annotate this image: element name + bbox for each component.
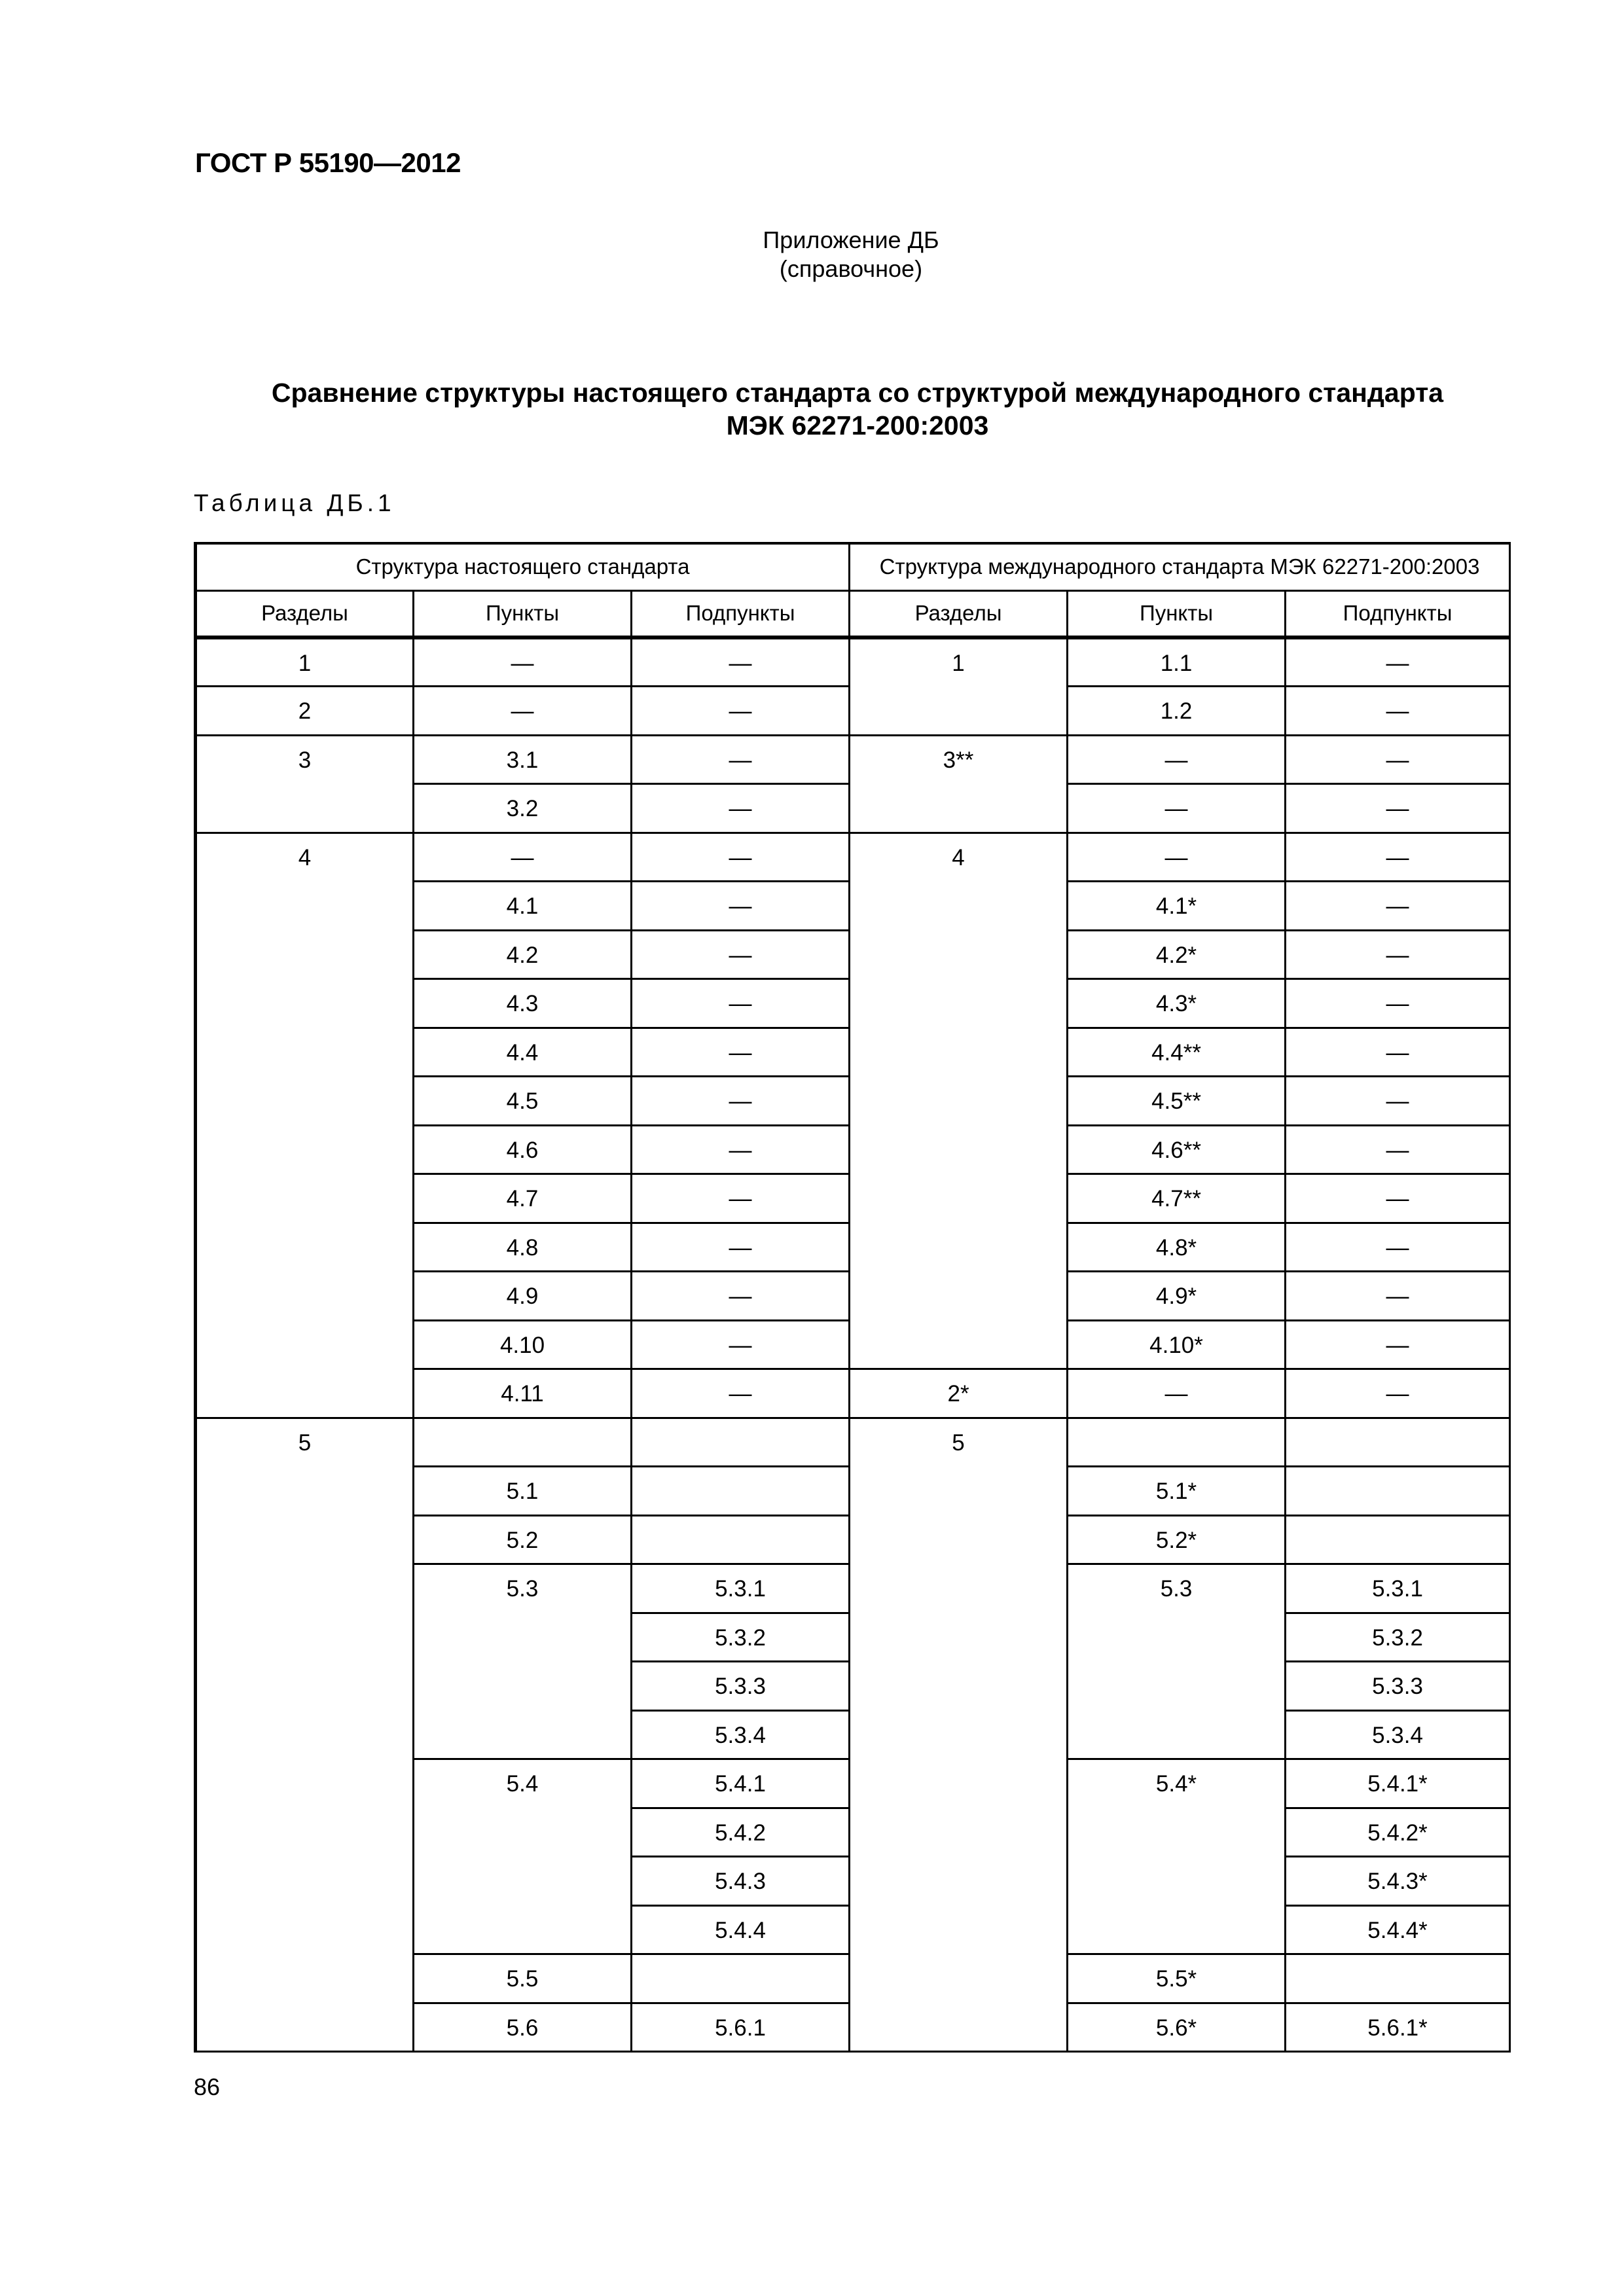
cell-subclause-this: 5.3.1 [632, 1564, 850, 1613]
cell-clause-intl: 4.10* [1068, 1320, 1286, 1369]
cell-clause-this: — [414, 687, 632, 736]
cell-clause-intl: 4.1* [1068, 882, 1286, 931]
cell-clause-intl: 4.9* [1068, 1272, 1286, 1321]
cell-clause-this: 4.9 [414, 1272, 632, 1321]
page-number: 86 [194, 2073, 221, 2100]
structure-comparison-table [194, 542, 1511, 2053]
cell-clause-intl: — [1068, 1369, 1286, 1418]
cell-subclause-intl [1286, 1954, 1510, 2003]
cell-section-intl: 5 [850, 1418, 1068, 2052]
cell-clause-intl: 5.4* [1068, 1759, 1286, 1954]
heading-line-2: МЭК 62271-200:2003 [726, 410, 989, 440]
cell-subclause-this: — [632, 1369, 850, 1418]
cell-section-this: 4 [196, 833, 414, 1418]
cell-clause-intl: 4.8* [1068, 1223, 1286, 1272]
cell-section-intl: 3** [850, 735, 1068, 833]
cell-subclause-intl: — [1286, 979, 1510, 1028]
cell-subclause-this: 5.4.1 [632, 1759, 850, 1808]
cell-subclause-this [632, 1954, 850, 2003]
table-row [196, 833, 1510, 882]
cell-subclause-this: 5.6.1 [632, 2003, 850, 2052]
cell-subclause-intl: — [1286, 637, 1510, 687]
cell-clause-this: 4.6 [414, 1125, 632, 1174]
cell-subclause-this [632, 1467, 850, 1516]
cell-clause-this: 4.11 [414, 1369, 632, 1418]
cell-subclause-this: 5.4.4 [632, 1905, 850, 1954]
column-header: Пункты [414, 590, 632, 637]
column-header: Подпункты [1286, 590, 1510, 637]
cell-subclause-intl: — [1286, 687, 1510, 736]
table-row [196, 637, 1510, 687]
cell-subclause-intl: — [1286, 833, 1510, 882]
cell-subclause-intl: — [1286, 1320, 1510, 1369]
cell-clause-this: 5.3 [414, 1564, 632, 1759]
cell-subclause-intl: 5.4.2* [1286, 1808, 1510, 1857]
column-header: Подпункты [632, 590, 850, 637]
cell-subclause-intl: 5.4.1* [1286, 1759, 1510, 1808]
cell-clause-this: 3.2 [414, 784, 632, 833]
cell-clause-intl: 5.5* [1068, 1954, 1286, 2003]
table-row [196, 735, 1510, 784]
cell-clause-this: 5.6 [414, 2003, 632, 2052]
cell-subclause-this: 5.3.3 [632, 1662, 850, 1711]
group-header-intl-standard: Структура международного стандарта МЭК 62271-200:2003 [850, 543, 1510, 590]
annex-title-block [661, 226, 1041, 283]
cell-clause-intl: 5.3 [1068, 1564, 1286, 1759]
cell-subclause-this: — [632, 784, 850, 833]
cell-clause-this: 4.5 [414, 1077, 632, 1126]
cell-subclause-intl: 5.3.1 [1286, 1564, 1510, 1613]
cell-clause-this: 4.2 [414, 930, 632, 979]
cell-clause-intl: — [1068, 833, 1286, 882]
cell-clause-this: 4.1 [414, 882, 632, 931]
cell-section-this: 2 [196, 687, 414, 736]
cell-clause-intl: 5.1* [1068, 1467, 1286, 1516]
cell-subclause-this: — [632, 882, 850, 931]
cell-subclause-intl: — [1286, 1223, 1510, 1272]
cell-subclause-intl: 5.6.1* [1286, 2003, 1510, 2052]
page-heading [196, 376, 1519, 442]
cell-clause-this: 4.10 [414, 1320, 632, 1369]
heading-line-1: Сравнение структуры настоящего стандарта со структурой международного стандарта [271, 378, 1444, 408]
cell-clause-intl: — [1068, 784, 1286, 833]
cell-clause-this: 3.1 [414, 735, 632, 784]
cell-clause-this: 5.4 [414, 1759, 632, 1954]
cell-subclause-this: 5.4.2 [632, 1808, 850, 1857]
cell-subclause-intl [1286, 1515, 1510, 1564]
cell-subclause-intl: — [1286, 882, 1510, 931]
cell-clause-intl: — [1068, 735, 1286, 784]
cell-subclause-this: — [632, 735, 850, 784]
column-header: Пункты [1068, 590, 1286, 637]
cell-section-intl: 1 [850, 637, 1068, 735]
cell-subclause-this: — [632, 637, 850, 687]
cell-subclause-this: — [632, 1077, 850, 1126]
cell-subclause-intl: 5.4.3* [1286, 1857, 1510, 1906]
cell-subclause-intl: 5.4.4* [1286, 1905, 1510, 1954]
cell-subclause-this [632, 1515, 850, 1564]
column-header-row [196, 590, 1510, 637]
cell-clause-intl [1068, 1418, 1286, 1467]
cell-clause-intl: 4.3* [1068, 979, 1286, 1028]
group-header-this-standard: Структура настоящего стандарта [196, 543, 850, 590]
cell-clause-this: 4.3 [414, 979, 632, 1028]
cell-subclause-intl: — [1286, 1125, 1510, 1174]
cell-subclause-this [632, 1418, 850, 1467]
table-caption: Таблица ДБ.1 [194, 490, 395, 516]
cell-clause-intl: 4.7** [1068, 1174, 1286, 1223]
column-header: Разделы [196, 590, 414, 637]
cell-clause-intl: 1.2 [1068, 687, 1286, 736]
cell-subclause-this: — [632, 930, 850, 979]
cell-section-intl: 4 [850, 833, 1068, 1369]
cell-clause-this [414, 1418, 632, 1467]
annex-kind: (справочное) [779, 255, 923, 282]
cell-subclause-this: — [632, 1320, 850, 1369]
cell-clause-intl: 4.6** [1068, 1125, 1286, 1174]
cell-section-intl: 2* [850, 1369, 1068, 1418]
cell-subclause-intl: — [1286, 1174, 1510, 1223]
cell-subclause-intl: — [1286, 1077, 1510, 1126]
cell-section-this: 1 [196, 637, 414, 687]
cell-subclause-intl [1286, 1418, 1510, 1467]
cell-clause-intl: 5.2* [1068, 1515, 1286, 1564]
cell-clause-intl: 4.2* [1068, 930, 1286, 979]
column-header: Разделы [850, 590, 1068, 637]
cell-subclause-intl: — [1286, 784, 1510, 833]
cell-subclause-intl: 5.3.4 [1286, 1710, 1510, 1759]
cell-subclause-this: — [632, 1223, 850, 1272]
cell-clause-this: 5.5 [414, 1954, 632, 2003]
cell-subclause-this: 5.3.4 [632, 1710, 850, 1759]
cell-subclause-this: — [632, 1174, 850, 1223]
cell-section-this: 3 [196, 735, 414, 833]
cell-clause-this: 5.2 [414, 1515, 632, 1564]
cell-subclause-intl: — [1286, 1028, 1510, 1077]
table-row [196, 1418, 1510, 1467]
cell-clause-this: 4.7 [414, 1174, 632, 1223]
cell-subclause-this: — [632, 687, 850, 736]
cell-clause-this: 4.8 [414, 1223, 632, 1272]
cell-clause-this: — [414, 833, 632, 882]
cell-clause-this: — [414, 637, 632, 687]
cell-subclause-this: 5.4.3 [632, 1857, 850, 1906]
cell-subclause-intl: — [1286, 1272, 1510, 1321]
cell-subclause-intl: — [1286, 930, 1510, 979]
cell-section-this: 5 [196, 1418, 414, 2052]
cell-subclause-intl [1286, 1467, 1510, 1516]
cell-clause-intl: 5.6* [1068, 2003, 1286, 2052]
cell-subclause-intl: — [1286, 735, 1510, 784]
cell-subclause-this: — [632, 833, 850, 882]
document-code: ГОСТ Р 55190—2012 [195, 147, 461, 178]
cell-subclause-intl: — [1286, 1369, 1510, 1418]
cell-subclause-intl: 5.3.2 [1286, 1613, 1510, 1662]
table-body [196, 637, 1510, 2052]
cell-subclause-this: 5.3.2 [632, 1613, 850, 1662]
cell-subclause-this: — [632, 1028, 850, 1077]
cell-subclause-this: — [632, 1125, 850, 1174]
group-header-row [196, 543, 1510, 590]
cell-clause-this: 5.1 [414, 1467, 632, 1516]
annex-title: Приложение ДБ [763, 226, 939, 253]
cell-clause-this: 4.4 [414, 1028, 632, 1077]
cell-clause-intl: 4.4** [1068, 1028, 1286, 1077]
cell-subclause-this: — [632, 1272, 850, 1321]
cell-subclause-intl: 5.3.3 [1286, 1662, 1510, 1711]
cell-subclause-this: — [632, 979, 850, 1028]
cell-clause-intl: 4.5** [1068, 1077, 1286, 1126]
cell-clause-intl: 1.1 [1068, 637, 1286, 687]
